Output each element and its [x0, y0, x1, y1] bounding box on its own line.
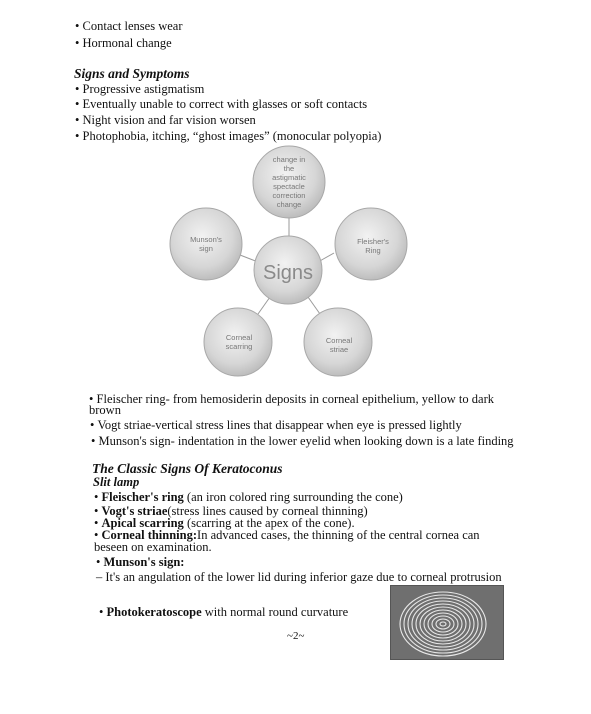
diagram-bottom-right-line: striae — [329, 345, 349, 354]
diagram-bottom-left-line: scarring — [225, 342, 253, 351]
diagram-right-line: Fleisher's — [357, 237, 389, 246]
photokeratoscope-term: Photokeratoscope — [106, 605, 202, 619]
diagram-center-label: Signs — [262, 262, 314, 284]
placido-rings-graphic — [391, 586, 503, 659]
classic-munson-term: Munson's sign: — [103, 555, 185, 569]
diagram-top-line: change in — [272, 155, 306, 164]
diagram-bottom-right-line: Corneal — [325, 336, 353, 345]
symptom-item: • Night vision and far vision worsen — [75, 113, 256, 128]
diagram-top-line: astigmatic — [272, 173, 306, 182]
slit-lamp-subheading: Slit lamp — [93, 475, 140, 489]
diagram-right-line: Ring — [365, 246, 381, 255]
classic-thinning-cont: beseen on examination. — [94, 540, 212, 554]
photokeratoscope-image — [390, 585, 504, 660]
note-munson: • Munson's sign- indentation in the lower eyelid when looking down is a late finding — [91, 434, 514, 449]
classic-apical-term: Apical scarring — [101, 516, 184, 530]
diagram-top-line: change — [276, 200, 302, 209]
diagram-top-line: correction — [272, 191, 306, 200]
diagram-left-line: Munson's — [190, 235, 222, 244]
note-fleischer: • Fleischer ring- from hemosiderin deposits in corneal epithelium, yellow to dark — [89, 392, 494, 407]
symptom-item: • Photophobia, itching, “ghost images” (monocular polyopia) — [75, 129, 381, 144]
signs-symptoms-heading: Signs and Symptoms — [74, 66, 190, 81]
note-fleischer-cont: brown — [89, 403, 121, 417]
classic-signs-heading: The Classic Signs Of Keratoconus — [92, 461, 283, 476]
classic-fleischer — [94, 490, 403, 505]
diagram-top-line: spectacle — [273, 182, 305, 191]
classic-thinning-desc: In advanced cases, the thinning of the central cornea can — [197, 528, 480, 542]
note-vogt: • Vogt striae-vertical stress lines that disappear when eye is pressed lightly — [90, 418, 462, 433]
diagram-top-line: the — [283, 164, 295, 173]
classic-apical-desc: (scarring at the apex of the cone). — [183, 516, 355, 530]
diagram-left-line: sign — [199, 244, 213, 253]
classic-vogt-term: Vogt's striae — [101, 504, 168, 518]
page-number: ~2~ — [287, 630, 305, 642]
bullet-contact-lenses: • Contact lenses wear — [75, 19, 182, 34]
bullet-hormonal-change: • Hormonal change — [75, 36, 172, 51]
classic-thinning-term: Corneal thinning: — [101, 528, 198, 542]
symptom-item: • Eventually unable to correct with glasses or soft contacts — [75, 97, 367, 112]
classic-photokeratoscope — [99, 605, 348, 620]
classic-vogt-desc: (stress lines caused by corneal thinning) — [167, 504, 368, 518]
classic-fleischer-term: Fleischer's ring — [101, 490, 184, 504]
classic-fleischer-desc: (an iron colored ring surrounding the cone) — [183, 490, 403, 504]
classic-munson — [96, 555, 184, 570]
classic-munson-desc: – It's an angulation of the lower lid during inferior gaze due to corneal protrusion — [96, 570, 502, 585]
symptom-item: • Progressive astigmatism — [75, 82, 204, 97]
photokeratoscope-desc: with normal round curvature — [201, 605, 349, 619]
diagram-bottom-left-line: Corneal — [225, 333, 253, 342]
